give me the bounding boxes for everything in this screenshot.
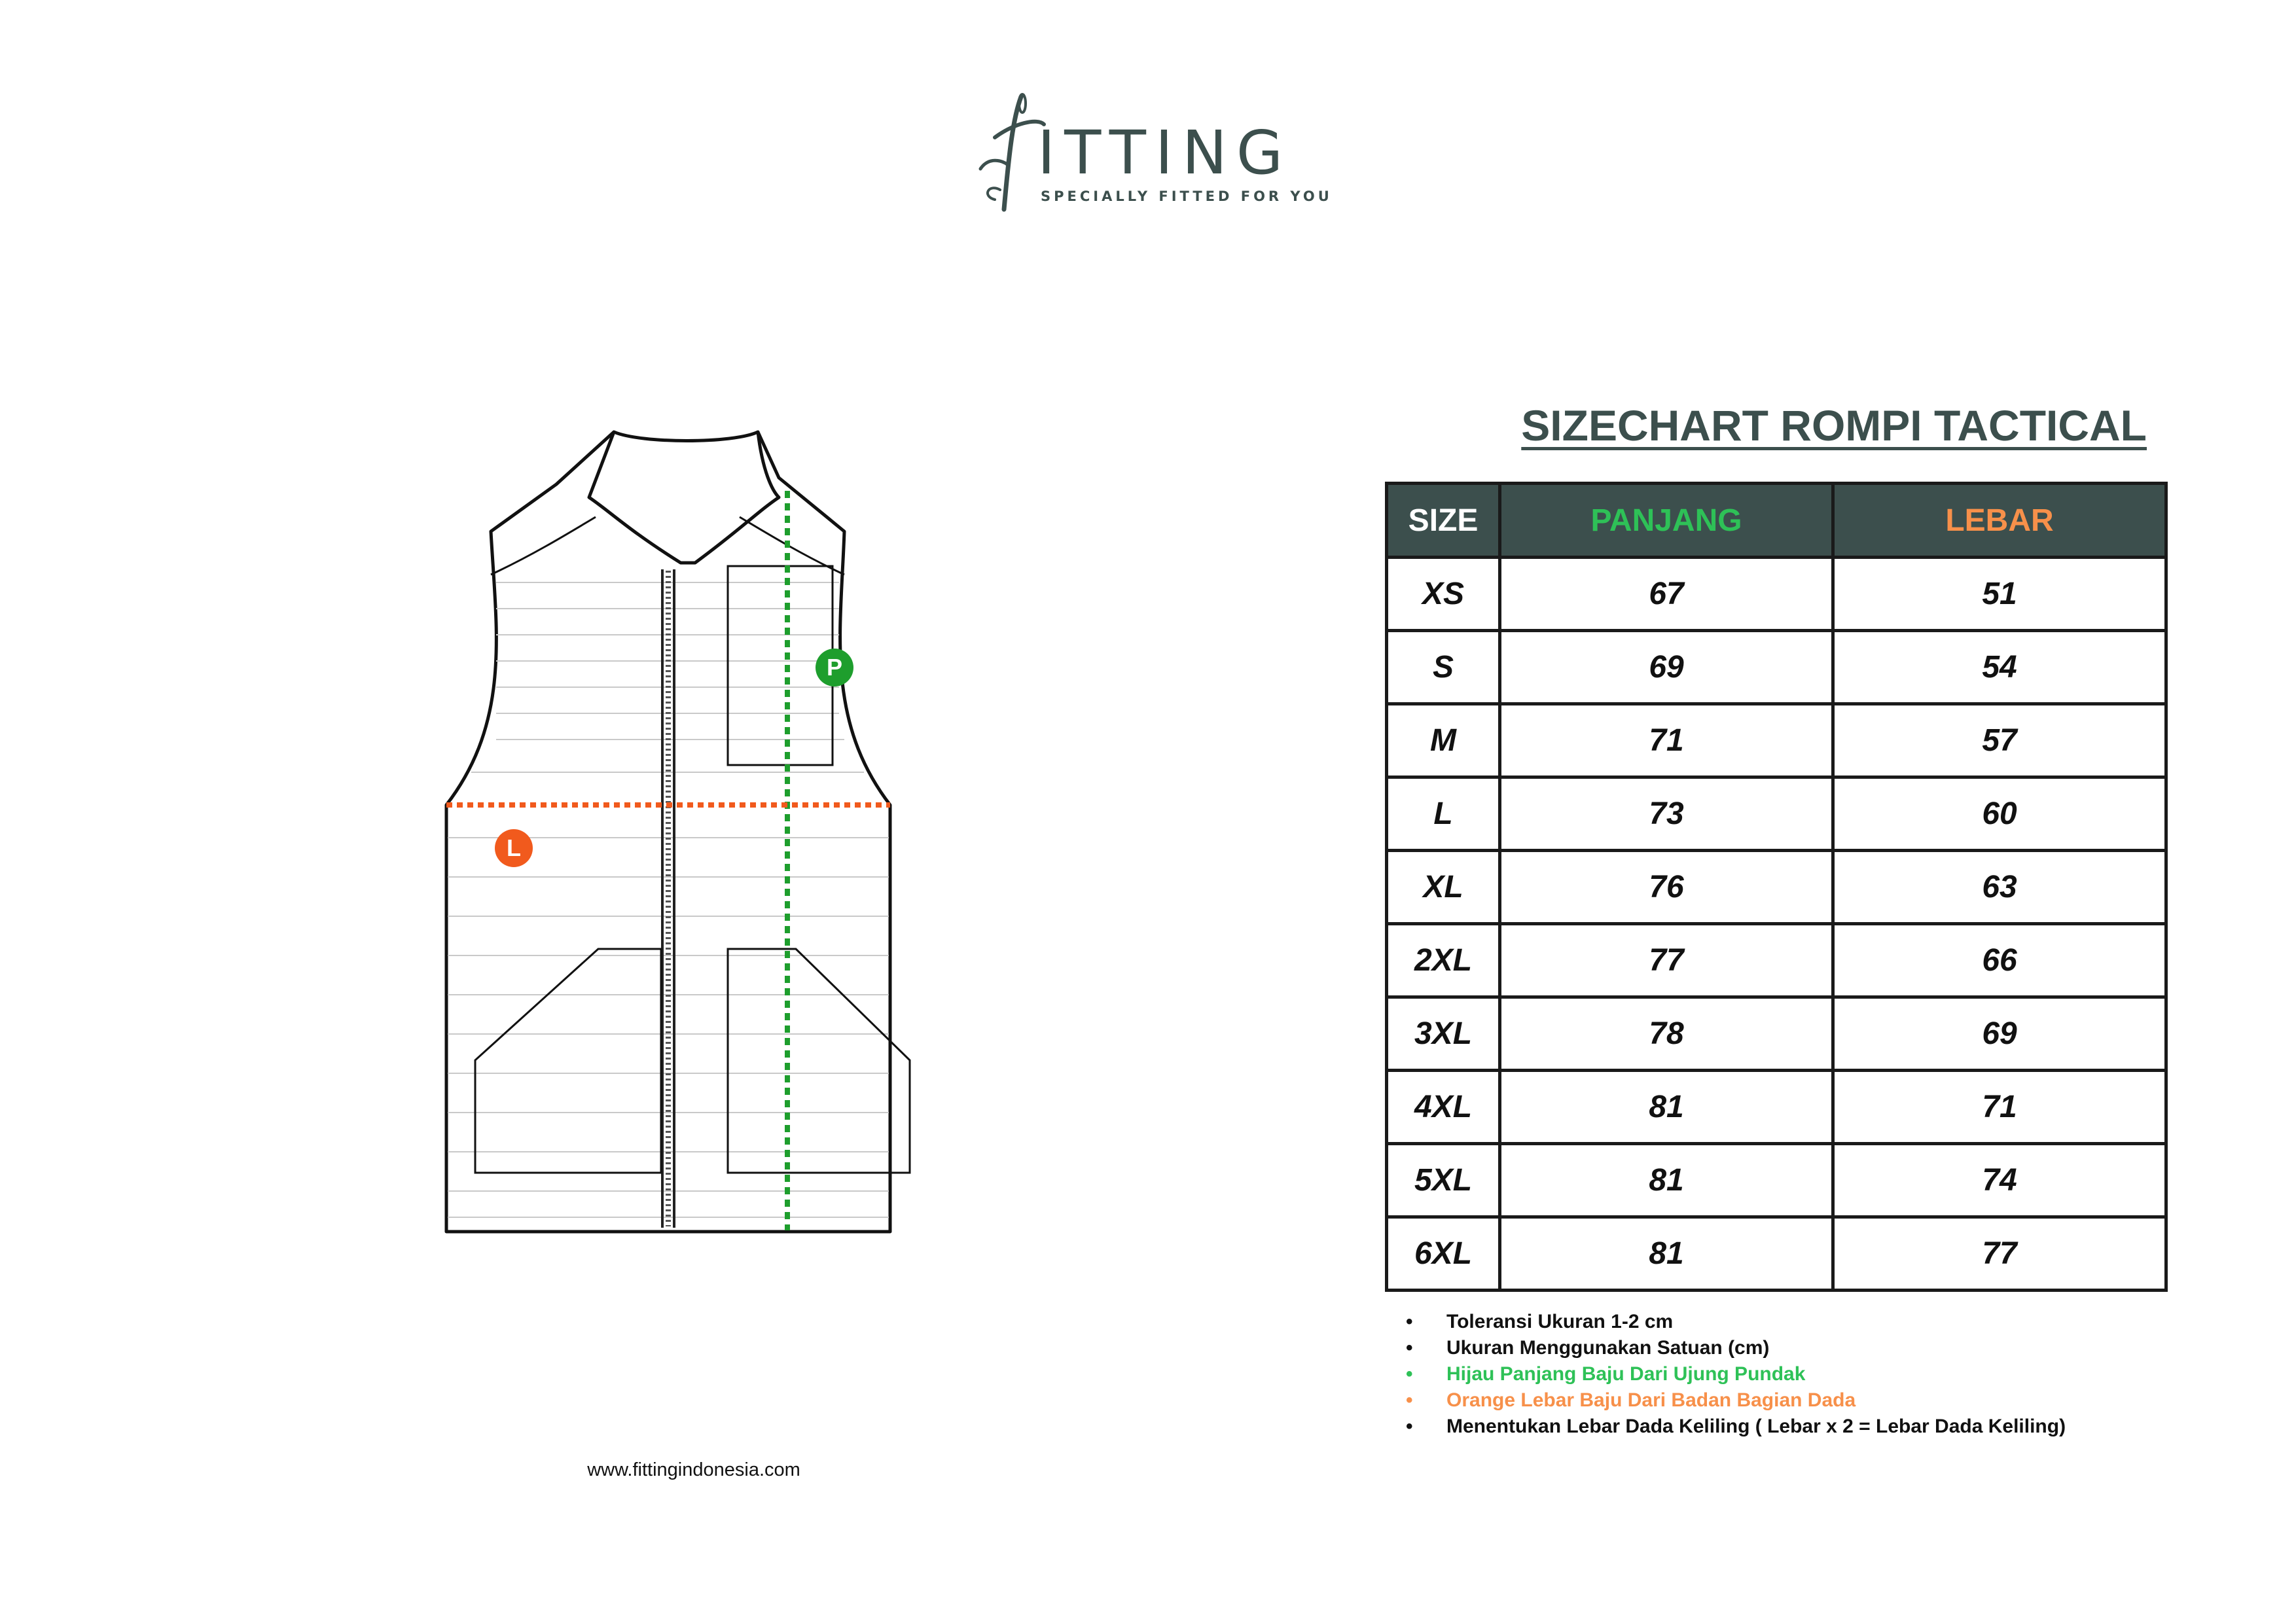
table-row	[1387, 997, 2166, 1071]
cell-lebar: 69	[1833, 997, 2166, 1071]
cell-size: XS	[1387, 558, 1500, 631]
header-panjang: PANJANG	[1500, 484, 1833, 558]
zipper	[662, 569, 674, 1228]
header-size: SIZE	[1387, 484, 1500, 558]
note-item: • Hijau Panjang Baju Dari Ujung Pundak	[1391, 1361, 2242, 1387]
table-row	[1387, 631, 2166, 704]
logo-lettering: F	[1011, 117, 1013, 118]
cell-panjang: 81	[1500, 1144, 1833, 1217]
cell-size: 6XL	[1387, 1217, 1500, 1291]
cell-panjang: 69	[1500, 631, 1833, 704]
table-header-row	[1387, 484, 2166, 558]
cell-size: 2XL	[1387, 924, 1500, 997]
right-pocket	[728, 949, 910, 1173]
header-lebar: LEBAR	[1833, 484, 2166, 558]
cell-lebar: 66	[1833, 924, 2166, 997]
needle-f-logo-icon	[975, 92, 1047, 223]
brand-name: ITTING	[1037, 118, 1293, 188]
cell-panjang: 77	[1500, 924, 1833, 997]
cell-panjang: 71	[1500, 704, 1833, 777]
cell-size: S	[1387, 631, 1500, 704]
cell-lebar: 77	[1833, 1217, 2166, 1291]
table-row	[1387, 558, 2166, 631]
website-url	[0, 1459, 1388, 1481]
brand-logo	[975, 92, 1333, 223]
table-body	[1387, 558, 2166, 1291]
cell-lebar: 60	[1833, 777, 2166, 851]
left-pocket	[475, 949, 661, 1173]
cell-size: 5XL	[1387, 1144, 1500, 1217]
cell-panjang: 78	[1500, 997, 1833, 1071]
cell-size: XL	[1387, 851, 1500, 924]
cell-lebar: 71	[1833, 1071, 2166, 1144]
cell-lebar: 74	[1833, 1144, 2166, 1217]
note-item: • Orange Lebar Baju Dari Badan Bagian Dada	[1391, 1387, 2242, 1414]
cell-panjang: 76	[1500, 851, 1833, 924]
cell-panjang: 81	[1500, 1217, 1833, 1291]
lebar-badge: L	[495, 829, 533, 867]
table-row	[1387, 924, 2166, 997]
cell-panjang: 81	[1500, 1071, 1833, 1144]
cell-panjang: 73	[1500, 777, 1833, 851]
cell-lebar: 51	[1833, 558, 2166, 631]
website-url-text: www.fittingindonesia.com	[587, 1459, 800, 1480]
table-row	[1387, 1071, 2166, 1144]
cell-panjang: 67	[1500, 558, 1833, 631]
note-item: • Menentukan Lebar Dada Keliling ( Lebar x 2 = Lebar Dada Keliling)	[1391, 1414, 2242, 1440]
panjang-badge: P	[816, 649, 853, 687]
size-table	[1385, 482, 2168, 1292]
table-row	[1387, 1144, 2166, 1217]
cell-size: L	[1387, 777, 1500, 851]
table-row	[1387, 851, 2166, 924]
table-row	[1387, 1217, 2166, 1291]
note-item: • Ukuran Menggunakan Satuan (cm)	[1391, 1335, 2242, 1361]
cell-size: 4XL	[1387, 1071, 1500, 1144]
table-row	[1387, 777, 2166, 851]
cell-size: 3XL	[1387, 997, 1500, 1071]
table-row	[1387, 704, 2166, 777]
notes-list	[1391, 1309, 2242, 1440]
cell-lebar: 54	[1833, 631, 2166, 704]
note-item: • Toleransi Ukuran 1-2 cm	[1391, 1309, 2242, 1335]
sizechart-title: SIZECHART ROMPI TACTICAL	[1521, 401, 2147, 450]
cell-lebar: 57	[1833, 704, 2166, 777]
cell-size: M	[1387, 704, 1500, 777]
cell-lebar: 63	[1833, 851, 2166, 924]
brand-tagline: SPECIALLY FITTED FOR YOU	[1041, 188, 1333, 204]
